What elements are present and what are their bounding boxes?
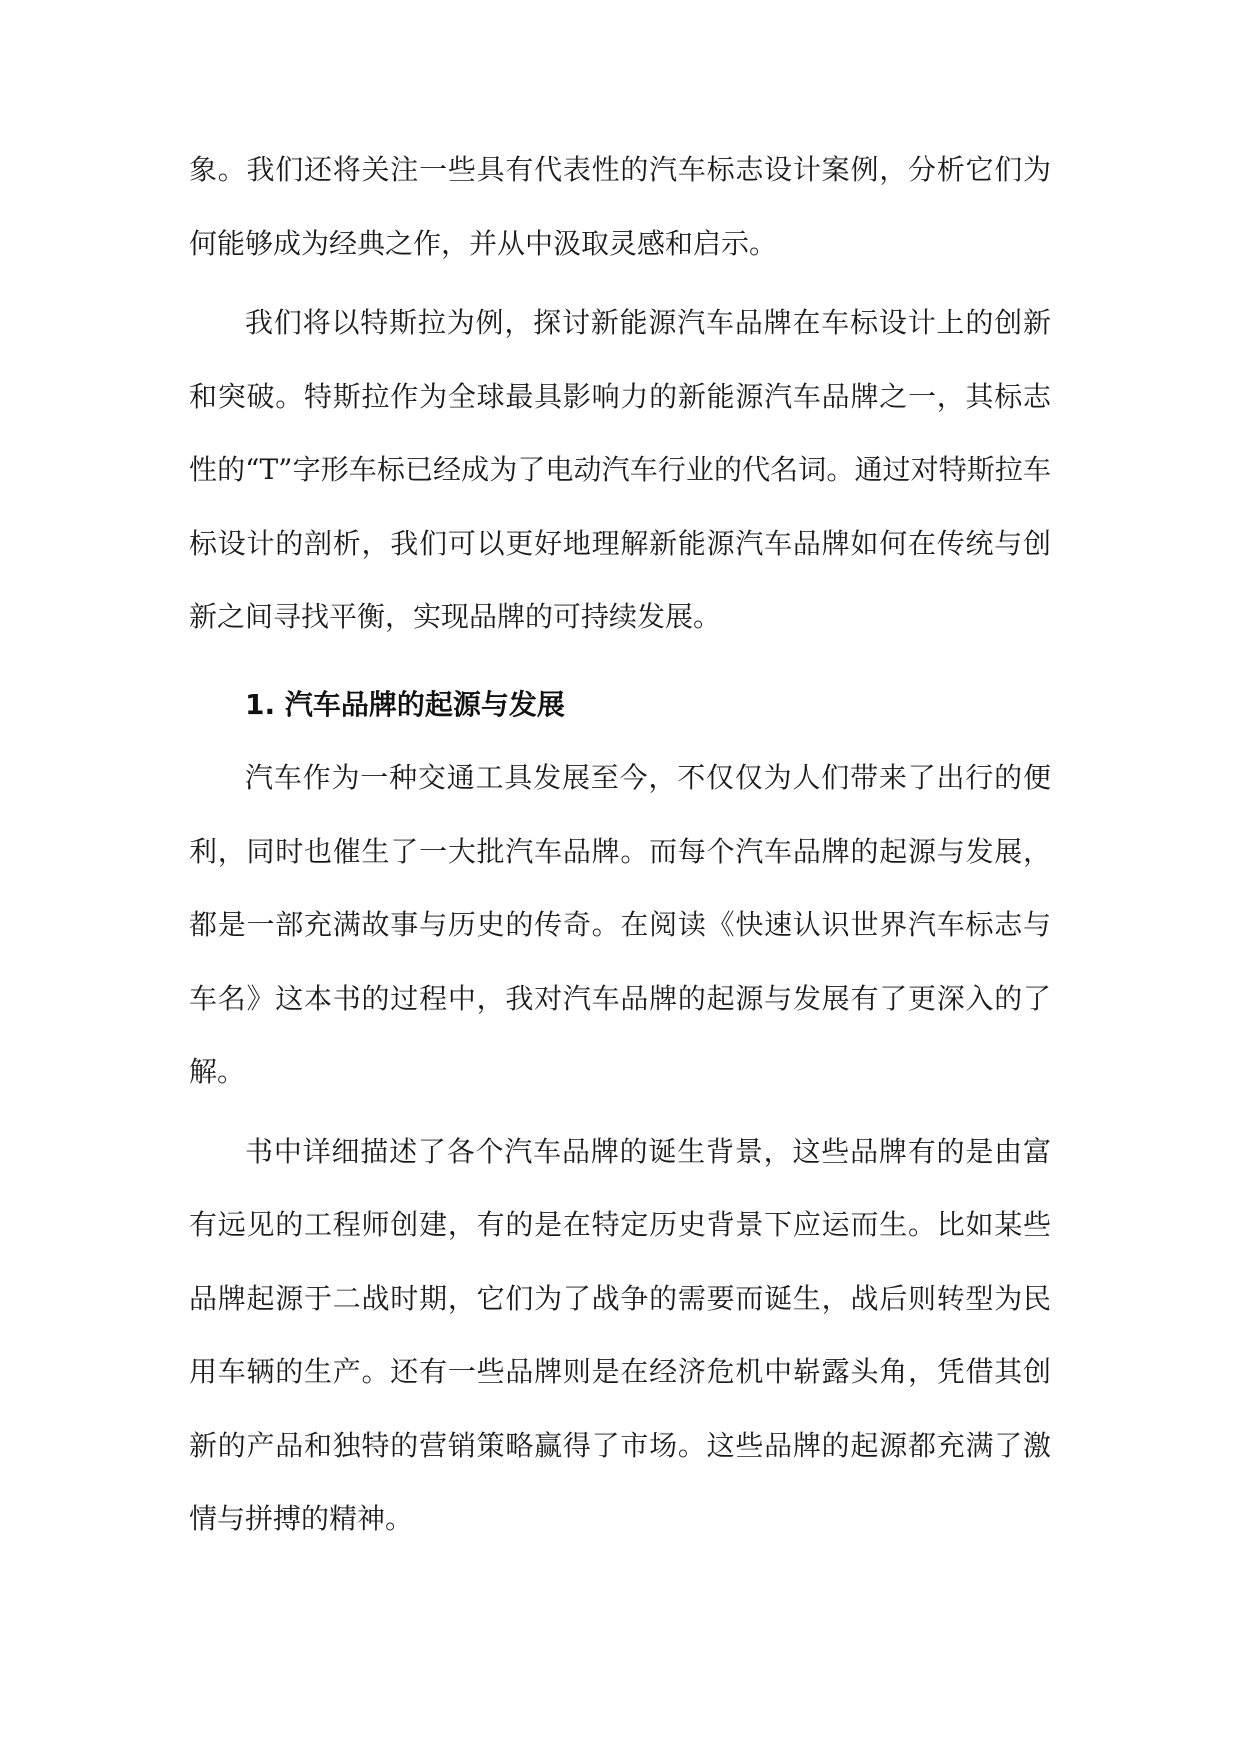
paragraph-continuation: 象。我们还将关注一些具有代表性的汽车标志设计案例，分析它们为何能够成为经典之作，并从中汲取灵感和启示。 (189, 153, 1051, 260)
section-heading: 1. 汽车品牌的起源与发展 (245, 687, 565, 721)
paragraph-brand-background: 书中详细描述了各个汽车品牌的诞生背景，这些品牌有的是由富有远见的工程师创建，有的是在特定历史背景下应运而生。比如某些品牌起源于二战时期，它们为了战争的需要而诞生，战后则转型为民用车辆的生产。还有一些品牌则是在经济危机中崭露头角，凭借其创新的产品和独特的营销策略赢得了市场。这些品牌的起源都充满了激情与拼搏的精神。 (189, 1134, 1051, 1535)
paragraph-brand-origin: 汽车作为一种交通工具发展至今，不仅仅为人们带来了出行的便利，同时也催生了一大批汽车品牌。而每个汽车品牌的起源与发展，都是一部充满故事与历史的传奇。在阅读《快速认识世界汽车标志与车名》这本书的过程中，我对汽车品牌的起源与发展有了更深入的了解。 (189, 761, 1051, 1088)
body-text-column (189, 133, 1051, 1556)
paragraph-tesla: 我们将以特斯拉为例，探讨新能源汽车品牌在车标设计上的创新和突破。特斯拉作为全球最具影响力的新能源汽车品牌之一，其标志性的“T”字形车标已经成为了电动汽车行业的代名词。通过对特斯拉车标设计的剖析，我们可以更好地理解新能源汽车品牌如何在传统与创新之间寻找平衡，实现品牌的可持续发展。 (189, 306, 1051, 633)
